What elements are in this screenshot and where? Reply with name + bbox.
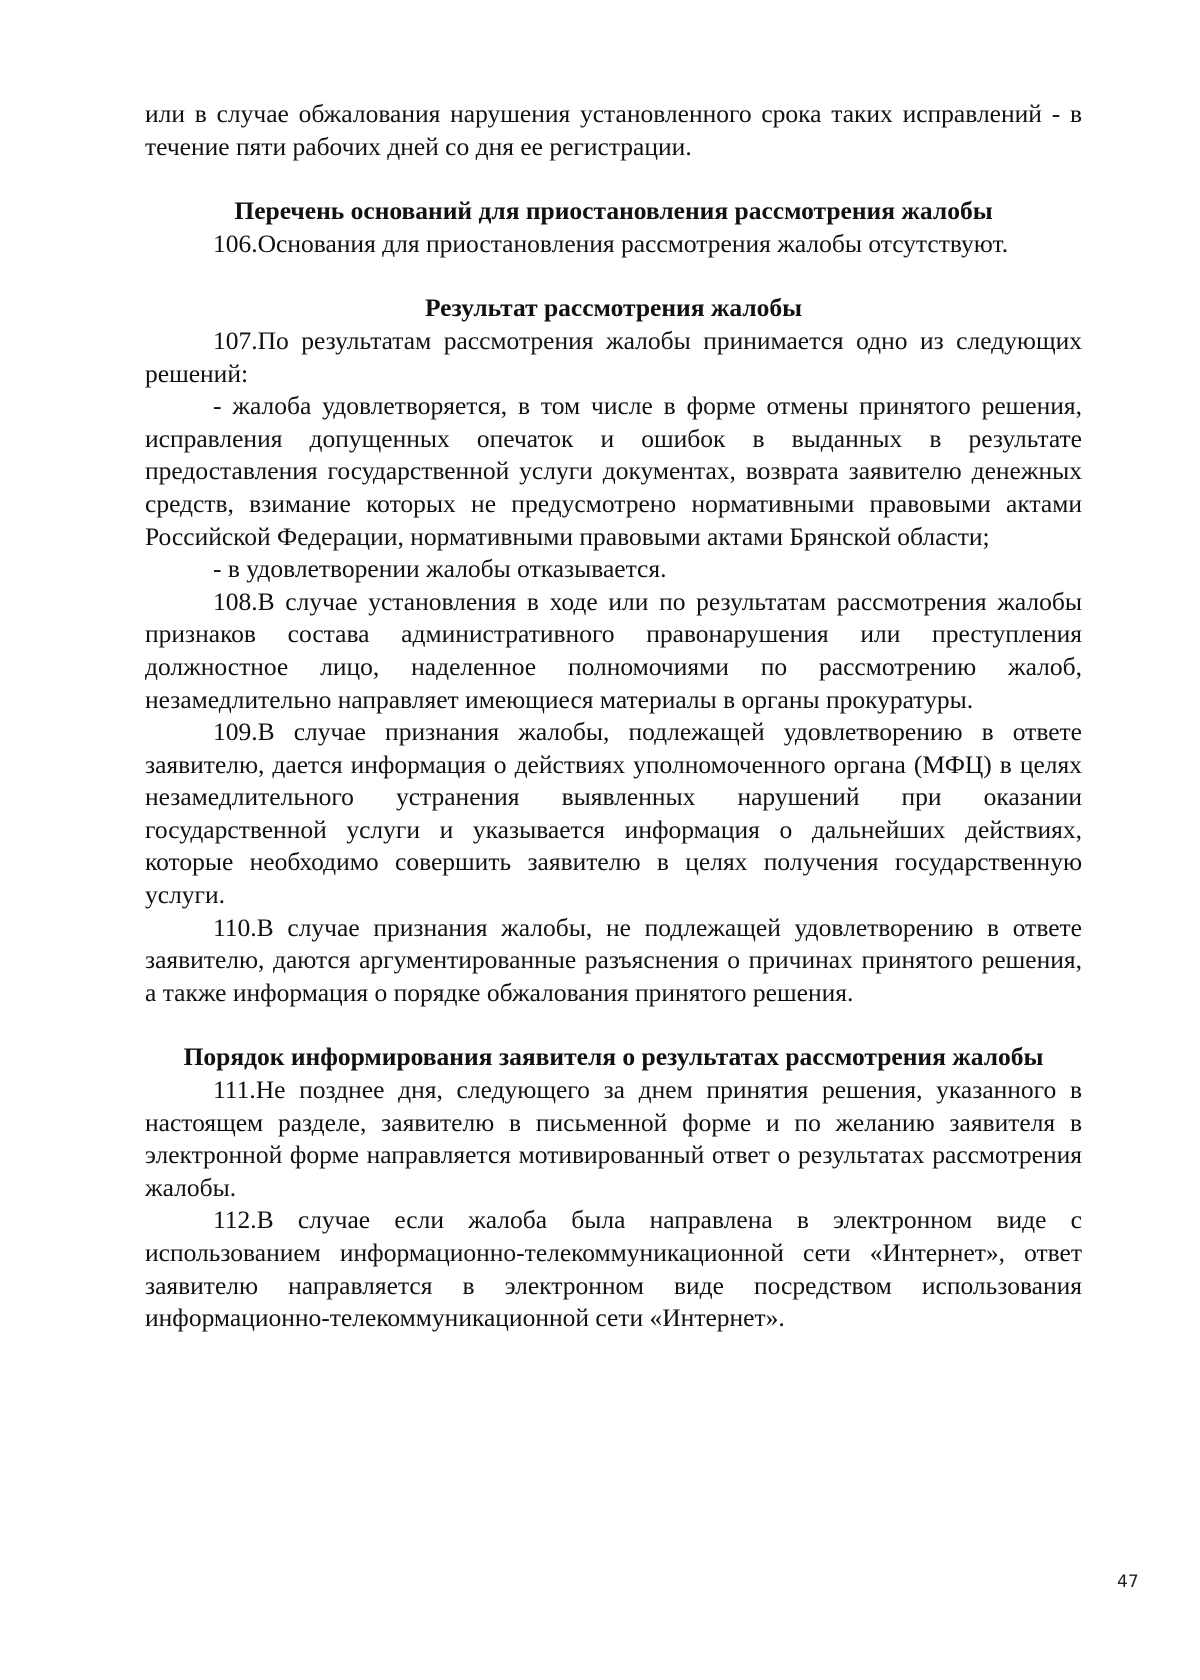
section-heading-informing: Порядок информирования заявителя о результатах рассмотрения жалобы [183, 1042, 1044, 1072]
paragraph-108: 108.В случае установления в ходе или по результатам рассмотрения жалобы признаков состава административного правонарушения или преступления должностное лицо, наделенное полномочиями по рассмотрению жалоб, незамедлительно направляет имеющиеся материалы в органы прокуратуры. [145, 586, 1082, 714]
paragraph-107-option-satisfy: - жалоба удовлетворяется, в том числе в форме отмены принятого решения, исправления допущенных опечаток и ошибок в выданных в результате предоставления государственной услуги документах, возврата заявителю денежных средств, взимание которых не предусмотрено нормативными правовыми актами Российской Федерации, нормативными правовыми актами Брянской области; [145, 391, 1082, 551]
paragraph-111: 111.Не позднее дня, следующего за днем принятия решения, указанного в настоящем разделе, заявителю в письменной форме и по желанию заявителя в электронной форме направляется мотивированный ответ о результатах рассмотрения жалобы. [145, 1075, 1082, 1202]
paragraph-107: 107.По результатам рассмотрения жалобы принимается одно из следующих решений: [145, 325, 1082, 388]
section-gap [145, 1009, 1082, 1041]
paragraph-112: 112.В случае если жалоба была направлена в электронном виде с использованием информационно-телекоммуникационной сети «Интернет», ответ заявителю направляется в электронном виде посредством использования информационно-телекоммуникационной сети «Интернет». [145, 1205, 1082, 1333]
paragraph-109: 109.В случае признания жалобы, подлежащей удовлетворению в ответе заявителю, дается информация о действиях уполномоченного органа (МФЦ) в целях незамедлительного устранения выявленных нарушений при оказании государственной услуги и указывается информация о дальнейших действиях, которые необходимо совершить заявителю в целях получения государственную услуги. [145, 717, 1082, 910]
section-gap [145, 260, 1082, 292]
page-number: 47 [1117, 1572, 1139, 1592]
section-heading-result: Результат рассмотрения жалобы [424, 293, 803, 323]
intro-paragraph: или в случае обжалования нарушения установленного срока таких исправлений - в течение пяти рабочих дней со дня ее регистрации. [145, 99, 1082, 161]
paragraph-107-option-refuse: - в удовлетворении жалобы отказывается. [213, 554, 667, 584]
document-page [145, 98, 1082, 1335]
paragraph-106: 106.Основания для приостановления рассмотрения жалобы отсутствуют. [213, 228, 1009, 258]
section-gap [145, 163, 1082, 195]
section-heading-suspension: Перечень оснований для приостановления рассмотрения жалобы [234, 196, 993, 226]
paragraph-110: 110.В случае признания жалобы, не подлежащей удовлетворению в ответе заявителю, даются аргументированные разъяснения о причинах принятого решения, а также информация о порядке обжалования принятого решения. [145, 912, 1082, 1007]
